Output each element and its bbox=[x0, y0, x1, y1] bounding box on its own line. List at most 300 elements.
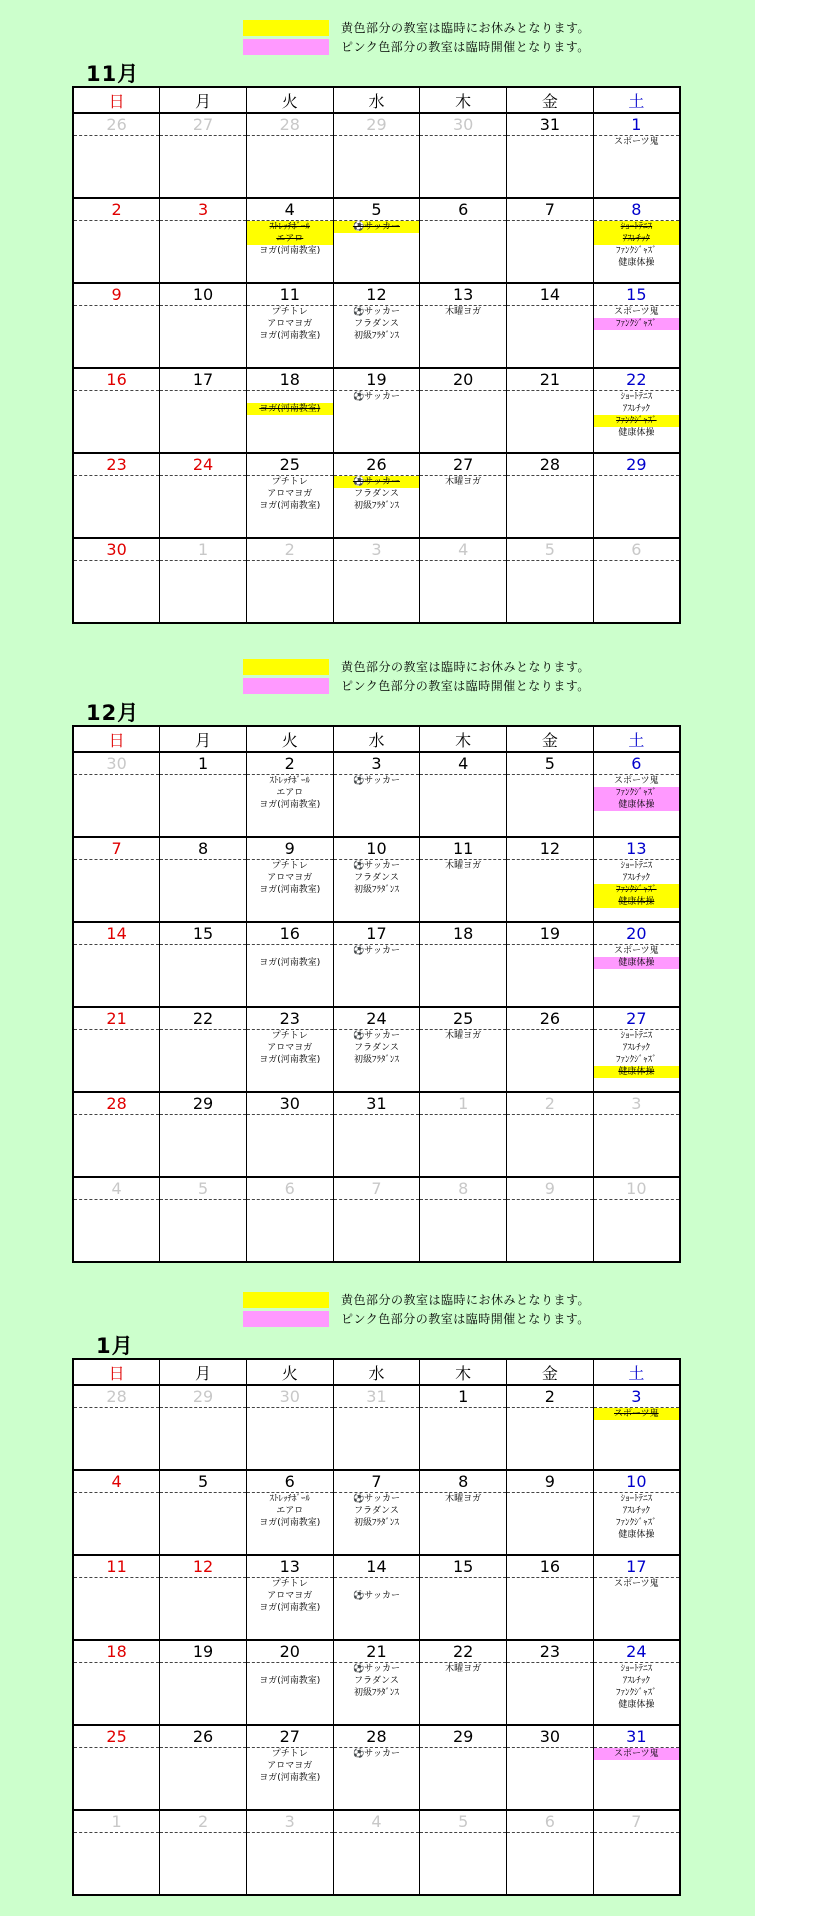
day-events-cell bbox=[246, 1663, 333, 1726]
day-events-cell bbox=[507, 945, 594, 1008]
day-cell bbox=[333, 752, 420, 775]
day-events-cell bbox=[246, 561, 333, 624]
event-item: 木曜ヨガ bbox=[445, 861, 482, 871]
event-item: フラダンス bbox=[354, 1043, 399, 1053]
day-number: 28 bbox=[279, 115, 300, 134]
day-cell bbox=[507, 1640, 594, 1663]
day-cell bbox=[73, 1725, 160, 1748]
day-events-cell bbox=[73, 1200, 160, 1263]
day-number: 18 bbox=[279, 370, 300, 389]
day-number: 31 bbox=[366, 1387, 387, 1406]
event-cancelled: 健康体操 bbox=[594, 1066, 679, 1078]
day-number: 28 bbox=[106, 1387, 127, 1406]
event-cancelled: ヨガ(河南教室) bbox=[247, 403, 333, 415]
week-date-row bbox=[73, 113, 680, 136]
day-events-cell bbox=[333, 1030, 420, 1093]
day-number: 23 bbox=[106, 455, 127, 474]
day-cell bbox=[73, 113, 160, 136]
day-cell bbox=[507, 752, 594, 775]
day-cell bbox=[160, 752, 247, 775]
day-cell bbox=[160, 283, 247, 306]
day-cell bbox=[73, 453, 160, 476]
week-event-row bbox=[73, 1663, 680, 1726]
event-item: 木曜ヨガ bbox=[445, 1494, 482, 1504]
week-date-row bbox=[73, 1725, 680, 1748]
day-events-cell bbox=[507, 136, 594, 199]
day-number: 3 bbox=[284, 1812, 295, 1831]
day-cell bbox=[246, 1092, 333, 1115]
month-title: 12月 bbox=[86, 701, 140, 725]
event-cancelled: ｼｮｰﾄﾃﾆｽ bbox=[594, 221, 679, 233]
day-cell bbox=[333, 538, 420, 561]
weekday-header: 月 bbox=[160, 87, 247, 113]
day-number: 2 bbox=[197, 1812, 209, 1831]
day-events-cell bbox=[73, 1748, 160, 1811]
day-cell bbox=[593, 538, 680, 561]
day-events-cell bbox=[593, 775, 680, 838]
day-number: 28 bbox=[106, 1094, 127, 1113]
day-number: 16 bbox=[539, 1557, 561, 1576]
day-events-cell bbox=[73, 221, 160, 284]
calendar-table bbox=[72, 86, 681, 624]
day-number: 24 bbox=[366, 1009, 387, 1028]
day-number: 22 bbox=[626, 370, 647, 389]
event-item: ﾌｧﾝｸｼﾞｬｽﾞ bbox=[616, 1688, 657, 1698]
day-events-cell bbox=[593, 1115, 680, 1178]
day-cell bbox=[73, 368, 160, 391]
day-cell bbox=[73, 198, 160, 221]
day-events-cell bbox=[160, 1663, 247, 1726]
legend-yellow-text: 黄色部分の教室は臨時にお休みとなります。 bbox=[341, 660, 591, 674]
calendar-table bbox=[72, 1358, 681, 1896]
day-events-cell bbox=[420, 1493, 507, 1556]
day-number: 29 bbox=[366, 115, 387, 134]
day-number: 27 bbox=[626, 1009, 647, 1028]
event-item: アロマヨガ bbox=[267, 1591, 313, 1601]
week-date-row bbox=[73, 1555, 680, 1578]
day-events-cell bbox=[507, 306, 594, 369]
day-number: 9 bbox=[544, 1472, 555, 1491]
day-cell bbox=[593, 837, 680, 860]
day-events-cell bbox=[333, 391, 420, 454]
day-events-cell bbox=[507, 860, 594, 923]
day-events-cell bbox=[593, 1578, 680, 1641]
day-cell bbox=[73, 1007, 160, 1030]
day-number: 20 bbox=[626, 924, 647, 943]
event-item: プチトレ bbox=[271, 307, 308, 317]
event-item: ｼｮｰﾄﾃﾆｽ bbox=[620, 1494, 653, 1504]
calendar-month bbox=[72, 86, 681, 624]
day-number: 29 bbox=[192, 1387, 214, 1406]
weekday-header-row bbox=[73, 87, 680, 113]
day-cell bbox=[160, 1810, 247, 1833]
week-date-row bbox=[73, 922, 680, 945]
day-events-cell bbox=[333, 136, 420, 199]
day-events-cell bbox=[246, 860, 333, 923]
day-events-cell bbox=[420, 136, 507, 199]
event-item bbox=[247, 391, 333, 403]
legend-yellow-row bbox=[243, 18, 663, 37]
day-cell bbox=[246, 453, 333, 476]
event-item: 初級ﾌﾗﾀﾞﾝｽ bbox=[353, 1055, 399, 1065]
day-events-cell bbox=[420, 1748, 507, 1811]
day-cell bbox=[420, 1092, 507, 1115]
day-number: 6 bbox=[631, 754, 642, 773]
event-item: 木曜ヨガ bbox=[445, 307, 482, 317]
day-events-cell bbox=[333, 1200, 420, 1263]
day-number: 4 bbox=[458, 754, 469, 773]
event-item: ヨガ(河南教室) bbox=[259, 800, 321, 810]
event-item: 初級ﾌﾗﾀﾞﾝｽ bbox=[353, 885, 399, 895]
day-events-cell bbox=[420, 476, 507, 539]
day-cell bbox=[246, 113, 333, 136]
day-cell bbox=[593, 1470, 680, 1493]
event-item: ｽﾄﾚｯﾁﾎﾞｰﾙ bbox=[269, 776, 311, 786]
day-number: 14 bbox=[106, 924, 127, 943]
day-events-cell bbox=[160, 306, 247, 369]
day-number: 7 bbox=[111, 839, 122, 858]
day-cell bbox=[246, 1177, 333, 1200]
day-cell bbox=[507, 198, 594, 221]
day-events-cell bbox=[73, 775, 160, 838]
day-cell bbox=[507, 837, 594, 860]
weekday-header: 火 bbox=[246, 1359, 333, 1385]
day-number: 5 bbox=[544, 540, 555, 559]
day-cell bbox=[507, 113, 594, 136]
event-item: 健康体操 bbox=[618, 258, 655, 268]
day-cell bbox=[420, 1810, 507, 1833]
day-cell bbox=[246, 368, 333, 391]
day-number: 30 bbox=[452, 115, 474, 134]
event-item: 初級ﾌﾗﾀﾞﾝｽ bbox=[353, 1518, 399, 1528]
day-number: 3 bbox=[371, 540, 382, 559]
week-date-row bbox=[73, 1007, 680, 1030]
event-item: ﾌｧﾝｸｼﾞｬｽﾞ bbox=[616, 246, 657, 256]
day-cell bbox=[333, 368, 420, 391]
day-events-cell bbox=[246, 1833, 333, 1896]
day-events-cell bbox=[160, 561, 247, 624]
day-events-cell bbox=[73, 1115, 160, 1178]
day-events-cell bbox=[73, 1578, 160, 1641]
day-number: 1 bbox=[458, 1387, 469, 1406]
weekday-header: 木 bbox=[420, 1359, 507, 1385]
day-cell bbox=[246, 1640, 333, 1663]
day-cell bbox=[507, 538, 594, 561]
weekday-header: 火 bbox=[246, 726, 333, 752]
week-event-row bbox=[73, 391, 680, 454]
day-number: 26 bbox=[539, 1009, 561, 1028]
day-cell bbox=[73, 1555, 160, 1578]
day-number: 28 bbox=[539, 455, 561, 474]
week-date-row bbox=[73, 1810, 680, 1833]
day-cell bbox=[333, 113, 420, 136]
day-cell bbox=[593, 198, 680, 221]
day-number: 17 bbox=[192, 370, 214, 389]
day-number: 10 bbox=[626, 1472, 647, 1491]
event-item: フラダンス bbox=[354, 1506, 399, 1516]
month-title: 11月 bbox=[86, 62, 140, 86]
day-cell bbox=[507, 453, 594, 476]
legend-pink-text: ピンク色部分の教室は臨時開催となります。 bbox=[341, 40, 590, 54]
legend bbox=[243, 657, 663, 695]
event-item: アロマヨガ bbox=[267, 1761, 313, 1771]
weekday-header: 水 bbox=[333, 87, 420, 113]
day-events-cell bbox=[593, 1748, 680, 1811]
event-item: スポーツ鬼 bbox=[614, 307, 659, 317]
day-events-cell bbox=[246, 775, 333, 838]
day-cell bbox=[246, 752, 333, 775]
event-item: ⚽サッカー bbox=[352, 1494, 400, 1504]
week-event-row bbox=[73, 1748, 680, 1811]
day-events-cell bbox=[160, 860, 247, 923]
day-cell bbox=[333, 1177, 420, 1200]
event-item: 初級ﾌﾗﾀﾞﾝｽ bbox=[353, 1688, 399, 1698]
day-number: 25 bbox=[452, 1009, 474, 1028]
day-number: 8 bbox=[458, 1179, 469, 1198]
day-number: 2 bbox=[544, 1094, 555, 1113]
day-events-cell bbox=[420, 1030, 507, 1093]
day-number: 12 bbox=[539, 839, 561, 858]
day-number: 5 bbox=[197, 1472, 209, 1491]
day-events-cell bbox=[420, 1200, 507, 1263]
event-item: ⚽サッカー bbox=[352, 307, 400, 317]
day-number: 20 bbox=[279, 1642, 300, 1661]
day-events-cell bbox=[246, 476, 333, 539]
day-events-cell bbox=[333, 1408, 420, 1471]
weekday-header: 水 bbox=[333, 1359, 420, 1385]
event-cancelled: ﾌｧﾝｸｼﾞｬｽﾞ bbox=[594, 884, 679, 896]
day-cell bbox=[593, 1640, 680, 1663]
day-events-cell bbox=[246, 1748, 333, 1811]
day-events-cell bbox=[160, 945, 247, 1008]
event-item: ｼｮｰﾄﾃﾆｽ bbox=[620, 1031, 653, 1041]
day-cell bbox=[160, 198, 247, 221]
day-number: 2 bbox=[111, 200, 122, 219]
weekday-header: 日 bbox=[73, 87, 160, 113]
day-events-cell bbox=[246, 945, 333, 1008]
day-events-cell bbox=[333, 1115, 420, 1178]
event-item: フラダンス bbox=[354, 873, 399, 883]
event-item: 健康体操 bbox=[618, 1700, 655, 1710]
week-date-row bbox=[73, 283, 680, 306]
day-number: 25 bbox=[106, 1727, 127, 1746]
day-cell bbox=[333, 1555, 420, 1578]
event-item: エアロ bbox=[276, 1506, 304, 1516]
day-events-cell bbox=[420, 1663, 507, 1726]
day-number: 13 bbox=[626, 839, 647, 858]
event-item bbox=[334, 1578, 420, 1590]
weekday-header: 火 bbox=[246, 87, 333, 113]
day-number: 22 bbox=[192, 1009, 214, 1028]
day-events-cell bbox=[333, 1578, 420, 1641]
day-events-cell bbox=[593, 1833, 680, 1896]
legend-pink-swatch bbox=[243, 678, 329, 694]
day-events-cell bbox=[333, 1833, 420, 1896]
day-cell bbox=[593, 922, 680, 945]
event-item: スポーツ鬼 bbox=[614, 776, 659, 786]
event-item: エアロ bbox=[276, 788, 304, 798]
day-events-cell bbox=[160, 1115, 247, 1178]
event-extra: 健康体操 bbox=[594, 799, 679, 811]
day-number: 26 bbox=[106, 115, 127, 134]
day-events-cell bbox=[507, 561, 594, 624]
day-number: 6 bbox=[284, 1179, 295, 1198]
weekday-header: 金 bbox=[507, 1359, 594, 1385]
day-events-cell bbox=[507, 1748, 594, 1811]
day-number: 1 bbox=[631, 115, 642, 134]
event-item: ｱｽﾚﾁｯｸ bbox=[622, 404, 650, 414]
day-number: 29 bbox=[192, 1094, 214, 1113]
day-cell bbox=[333, 453, 420, 476]
day-number: 30 bbox=[106, 540, 127, 559]
day-cell bbox=[246, 198, 333, 221]
day-cell bbox=[420, 1177, 507, 1200]
day-events-cell bbox=[420, 1408, 507, 1471]
event-item: フラダンス bbox=[354, 489, 399, 499]
event-item: ⚽サッカー bbox=[352, 1591, 400, 1601]
day-number: 5 bbox=[458, 1812, 469, 1831]
day-events-cell bbox=[73, 860, 160, 923]
day-number: 9 bbox=[284, 839, 295, 858]
legend-yellow-swatch bbox=[243, 20, 329, 36]
day-number: 16 bbox=[279, 924, 300, 943]
event-item: ｽﾄﾚｯﾁﾎﾞｰﾙ bbox=[269, 1494, 311, 1504]
day-cell bbox=[73, 538, 160, 561]
day-events-cell bbox=[160, 136, 247, 199]
event-item: ⚽サッカー bbox=[352, 1749, 400, 1759]
day-number: 19 bbox=[192, 1642, 214, 1661]
weekday-header: 金 bbox=[507, 726, 594, 752]
day-events-cell bbox=[246, 1115, 333, 1178]
day-events-cell bbox=[593, 221, 680, 284]
day-events-cell bbox=[420, 1833, 507, 1896]
day-events-cell bbox=[73, 1493, 160, 1556]
day-cell bbox=[73, 1385, 160, 1408]
day-number: 11 bbox=[452, 839, 474, 858]
week-event-row bbox=[73, 1115, 680, 1178]
day-number: 16 bbox=[106, 370, 127, 389]
day-cell bbox=[246, 1725, 333, 1748]
weekday-header: 月 bbox=[160, 1359, 247, 1385]
event-item: ヨガ(河南教室) bbox=[259, 246, 321, 256]
day-number: 27 bbox=[192, 115, 214, 134]
week-date-row bbox=[73, 1385, 680, 1408]
day-cell bbox=[333, 1640, 420, 1663]
day-number: 18 bbox=[106, 1642, 127, 1661]
day-events-cell bbox=[73, 476, 160, 539]
day-number: 19 bbox=[366, 370, 387, 389]
day-cell bbox=[73, 837, 160, 860]
day-cell bbox=[73, 1092, 160, 1115]
day-events-cell bbox=[507, 1663, 594, 1726]
day-events-cell bbox=[333, 476, 420, 539]
day-cell bbox=[593, 368, 680, 391]
day-number: 6 bbox=[458, 200, 469, 219]
day-cell bbox=[420, 283, 507, 306]
day-number: 21 bbox=[366, 1642, 387, 1661]
event-item: ﾌｧﾝｸｼﾞｬｽﾞ bbox=[616, 1055, 657, 1065]
day-number: 17 bbox=[626, 1557, 647, 1576]
day-events-cell bbox=[593, 476, 680, 539]
legend-pink-row bbox=[243, 1309, 663, 1328]
day-events-cell bbox=[333, 221, 420, 284]
day-cell bbox=[420, 1007, 507, 1030]
day-number: 27 bbox=[452, 455, 474, 474]
day-cell bbox=[507, 1092, 594, 1115]
day-cell bbox=[507, 368, 594, 391]
day-number: 1 bbox=[458, 1094, 469, 1113]
day-events-cell bbox=[333, 860, 420, 923]
day-events-cell bbox=[73, 1663, 160, 1726]
day-cell bbox=[160, 113, 247, 136]
day-number: 6 bbox=[544, 1812, 555, 1831]
day-cell bbox=[246, 922, 333, 945]
day-cell bbox=[507, 283, 594, 306]
day-number: 7 bbox=[371, 1472, 382, 1491]
day-cell bbox=[420, 113, 507, 136]
event-item bbox=[247, 1663, 333, 1675]
event-cancelled: ⚽サッカー bbox=[334, 476, 420, 488]
day-events-cell bbox=[246, 391, 333, 454]
day-events-cell bbox=[333, 306, 420, 369]
event-cancelled: エアロ bbox=[247, 233, 333, 245]
event-item: 健康体操 bbox=[618, 428, 655, 438]
day-cell bbox=[160, 837, 247, 860]
day-number: 11 bbox=[106, 1557, 127, 1576]
event-cancelled: ﾌｧﾝｸｼﾞｬｽﾞ bbox=[594, 415, 679, 427]
legend-pink-swatch bbox=[243, 39, 329, 55]
day-events-cell bbox=[73, 1833, 160, 1896]
weekday-header: 月 bbox=[160, 726, 247, 752]
day-events-cell bbox=[160, 1030, 247, 1093]
day-number: 22 bbox=[452, 1642, 474, 1661]
day-cell bbox=[593, 1725, 680, 1748]
day-events-cell bbox=[246, 1030, 333, 1093]
day-number: 6 bbox=[284, 1472, 295, 1491]
day-cell bbox=[333, 1810, 420, 1833]
week-event-row bbox=[73, 775, 680, 838]
day-number: 27 bbox=[279, 1727, 300, 1746]
day-number: 2 bbox=[284, 540, 295, 559]
day-number: 26 bbox=[366, 455, 387, 474]
weekday-header-row bbox=[73, 1359, 680, 1385]
day-cell bbox=[333, 1725, 420, 1748]
day-cell bbox=[333, 283, 420, 306]
event-extra: ﾌｧﾝｸｼﾞｬｽﾞ bbox=[594, 318, 679, 330]
legend-pink-row bbox=[243, 37, 663, 56]
event-cancelled: ｽﾄﾚｯﾁﾎﾞｰﾙ bbox=[247, 221, 333, 233]
day-number: 25 bbox=[279, 455, 300, 474]
day-events-cell bbox=[593, 136, 680, 199]
event-item: ⚽サッカー bbox=[352, 776, 400, 786]
event-item: ヨガ(河南教室) bbox=[259, 501, 321, 511]
event-item: ヨガ(河南教室) bbox=[259, 1773, 321, 1783]
day-events-cell bbox=[333, 1493, 420, 1556]
week-date-row bbox=[73, 368, 680, 391]
day-events-cell bbox=[73, 945, 160, 1008]
day-number: 17 bbox=[366, 924, 387, 943]
day-number: 13 bbox=[279, 1557, 300, 1576]
week-event-row bbox=[73, 1493, 680, 1556]
weekday-header: 木 bbox=[420, 87, 507, 113]
event-item: スポーツ鬼 bbox=[614, 137, 659, 147]
day-cell bbox=[246, 1810, 333, 1833]
weekday-header: 金 bbox=[507, 87, 594, 113]
day-events-cell bbox=[73, 391, 160, 454]
day-number: 8 bbox=[458, 1472, 469, 1491]
day-cell bbox=[246, 837, 333, 860]
day-number: 8 bbox=[197, 839, 209, 858]
